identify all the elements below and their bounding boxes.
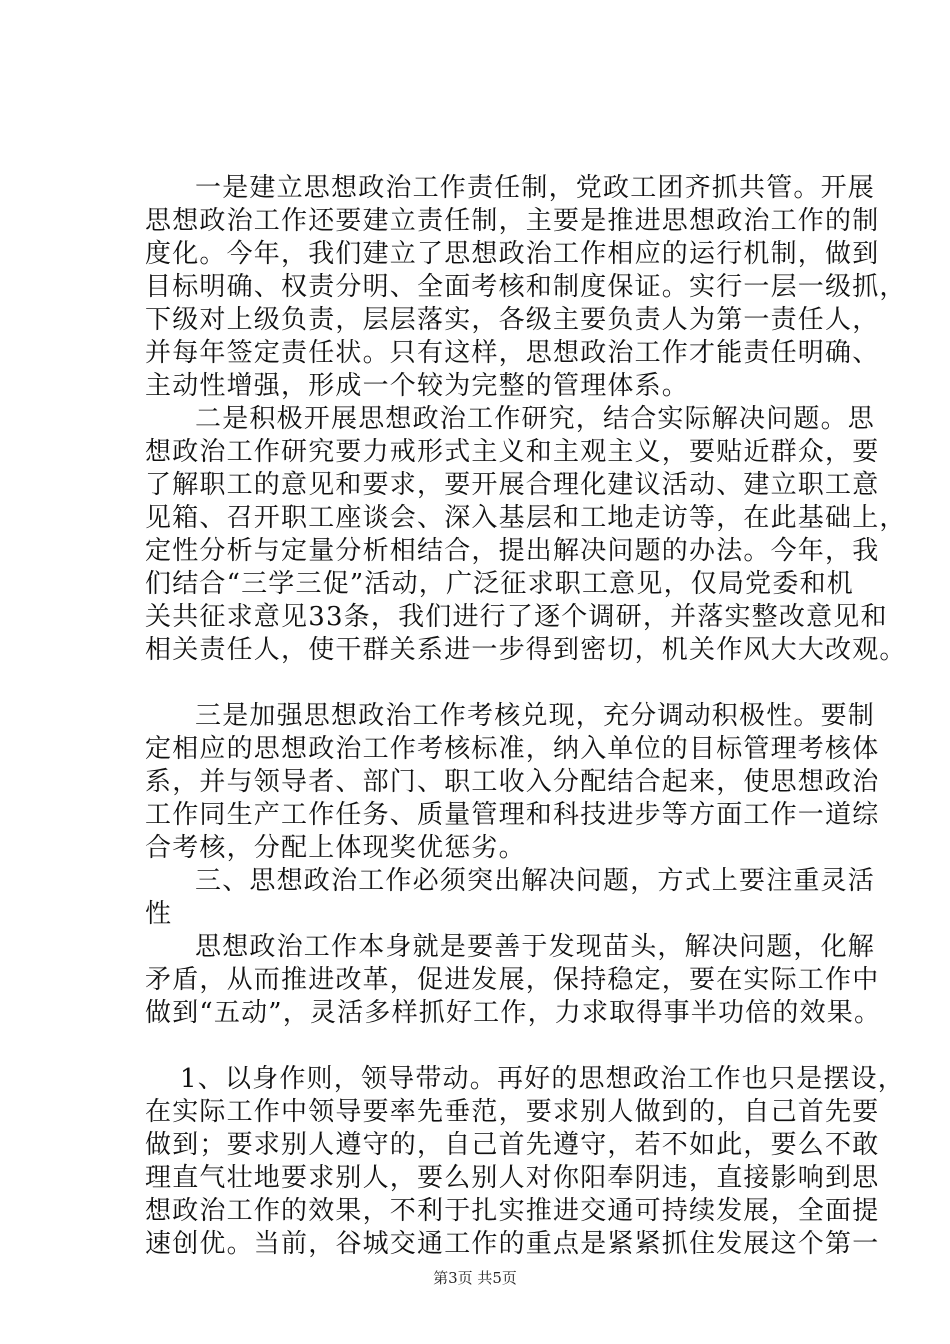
text-line: 1、以身作则，领导带动。再好的思想政治工作也只是摆设， xyxy=(180,1064,905,1094)
text-line: 在实际工作中领导要率先垂范，要求别人做到的，自己首先要 xyxy=(145,1097,880,1127)
paragraph-responsibility-system xyxy=(145,172,907,403)
text-line: 关共征求意见33条，我们进行了逐个调研，并落实整改意见和 xyxy=(145,602,888,632)
text-line: 一是建立思想政治工作责任制，党政工团齐抓共管。开展 xyxy=(195,173,876,203)
text-line: 合考核，分配上体现奖优惩劣。 xyxy=(145,833,526,863)
text-line: 想政治工作的效果，不利于扎实推进交通可持续发展，全面提 xyxy=(145,1196,880,1226)
text-line: 理直气壮地要求别人，要么别人对你阳奉阴违，直接影响到思 xyxy=(145,1163,880,1193)
text-line: 做到“五动”，灵活多样抓好工作，力求取得事半功倍的效果。 xyxy=(145,998,882,1028)
document-body xyxy=(145,172,907,1261)
text-line: 矛盾，从而推进改革，促进发展，保持稳定，要在实际工作中 xyxy=(145,965,880,995)
text-line: 工作同生产工作任务、质量管理和科技进步等方面工作一道综 xyxy=(145,800,880,830)
paragraph-research xyxy=(145,403,907,667)
text-line: 度化。今年，我们建立了思想政治工作相应的运行机制，做到 xyxy=(145,239,880,269)
paragraph-gap xyxy=(145,667,845,700)
text-line: 系，并与领导者、部门、职工收入分配结合起来，使思想政治 xyxy=(145,767,880,797)
text-line: 并每年签定责任状。只有这样，思想政治工作才能责任明确、 xyxy=(145,338,880,368)
text-line: 目标明确、权责分明、全面考核和制度保证。实行一层一级抓， xyxy=(145,272,907,302)
text-line: 们结合“三学三促”活动，广泛征求职工意见，仅局党委和机 xyxy=(145,569,854,599)
text-line: 思想政治工作本身就是要善于发现苗头，解决问题，化解 xyxy=(195,932,876,962)
text-line: 思想政治工作还要建立责任制，主要是推进思想政治工作的制 xyxy=(145,206,880,236)
section-heading-three xyxy=(145,865,876,931)
text-line: 二是积极开展思想政治工作研究，结合实际解决问题。思 xyxy=(195,404,876,434)
text-line: 速创优。当前，谷城交通工作的重点是紧紧抓住发展这个第一 xyxy=(145,1229,880,1259)
text-line: 三、思想政治工作必须突出解决问题，方式上要注重灵活 xyxy=(195,866,876,896)
text-line: 了解职工的意见和要求，要开展合理化建议活动、建立职工意 xyxy=(145,470,880,500)
text-line: 相关责任人，使干群关系进一步得到密切，机关作风大大改观。 xyxy=(145,635,907,665)
text-line: 定性分析与定量分析相结合，提出解决问题的办法。今年，我 xyxy=(145,536,880,566)
text-line: 三是加强思想政治工作考核兑现，充分调动积极性。要制 xyxy=(195,701,876,731)
text-line: 性 xyxy=(145,899,173,929)
paragraph-gap xyxy=(145,1030,845,1063)
page-number: 第3页 共5页 xyxy=(433,1269,517,1287)
text-line: 下级对上级负责，层层落实，各级主要负责人为第一责任人， xyxy=(145,305,880,335)
text-line: 做到；要求别人遵守的，自己首先遵守，若不如此，要么不敢 xyxy=(145,1130,880,1160)
text-line: 想政治工作研究要力戒形式主义和主观主义，要贴近群众，要 xyxy=(145,437,880,467)
paragraph-lead-by-example xyxy=(145,1063,905,1261)
paragraph-assessment xyxy=(145,700,880,865)
text-line: 定相应的思想政治工作考核标准，纳入单位的目标管理考核体 xyxy=(145,734,880,764)
paragraph-five-actions xyxy=(145,931,882,1030)
text-line: 见箱、召开职工座谈会、深入基层和工地走访等，在此基础上， xyxy=(145,503,907,533)
text-line: 主动性增强，形成一个较为完整的管理体系。 xyxy=(145,371,690,401)
